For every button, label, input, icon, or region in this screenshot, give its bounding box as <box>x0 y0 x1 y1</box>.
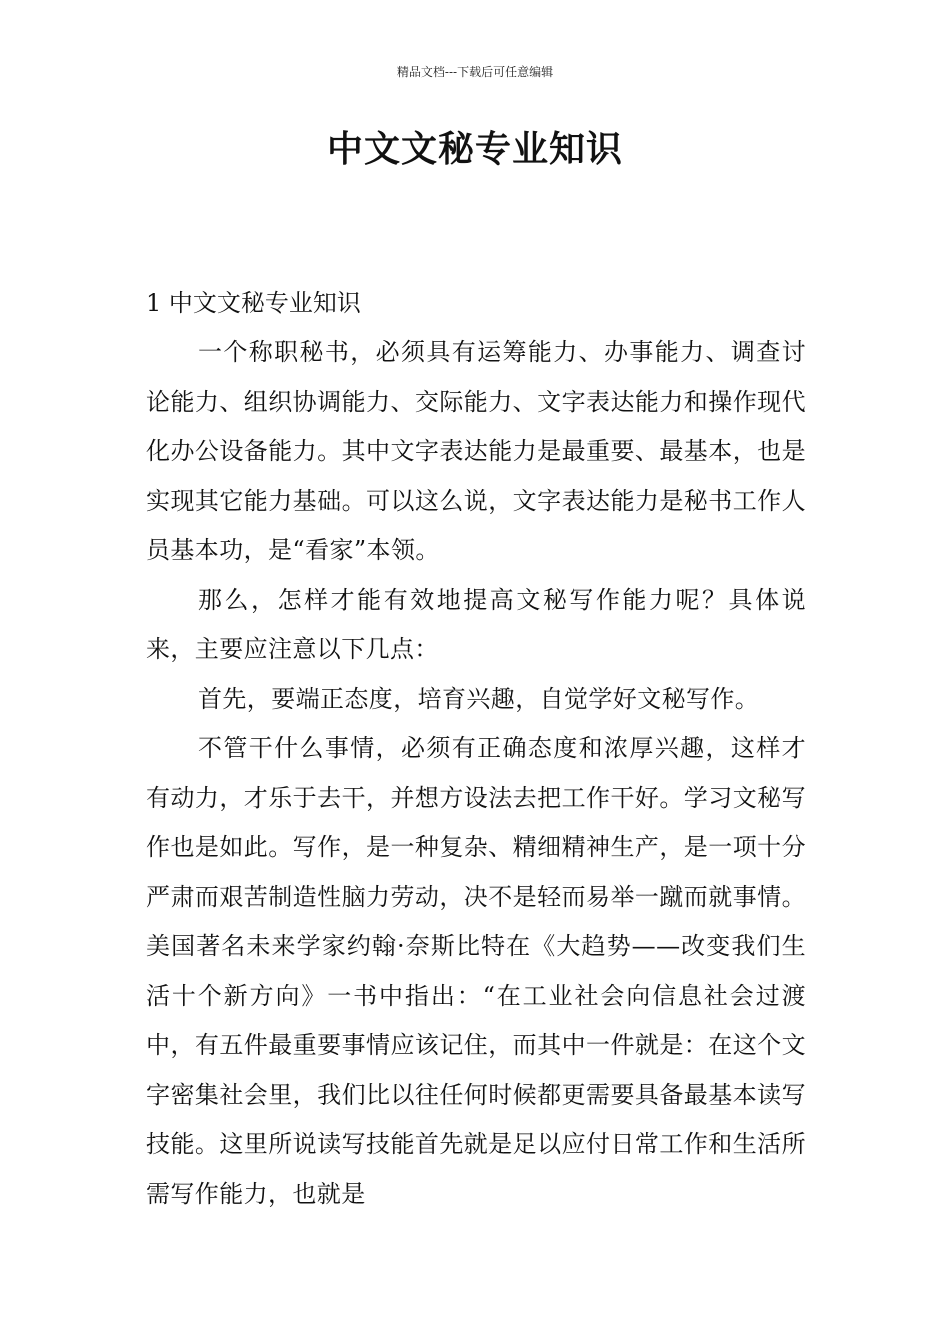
paragraph-4: 不管干什么事情，必须有正确态度和浓厚兴趣，这样才有动力，才乐于去干，并想方设法去把工作干好。学习文秘写作也是如此。写作，是一种复杂、精细精神生产，是一项十分严肃而艰苦制造性脑力劳动，决不是轻而易举一蹴而就事情。美国著名未来学家约翰·奈斯比特在《大趋势——改变我们生活十个新方向》一书中指出：“在工业社会向信息社会过渡中，有五件最重要事情应该记住，而其中一件就是：在这个文字密集社会里，我们比以往任何时候都更需要具备最基本读写技能。这里所说读写技能首先就是足以应付日常工作和生活所需写作能力，也就是 <box>146 734 806 1208</box>
page-header-note: 精品文档---下载后可任意编辑 <box>396 65 554 79</box>
document-title: 中文文秘专业知识 <box>326 129 623 170</box>
document-body <box>146 278 806 1219</box>
paragraph-2: 那么，怎样才能有效地提高文秘写作能力呢？具体说来，主要应注意以下几点： <box>146 585 806 663</box>
paragraph-3: 首先，要端正态度，培育兴趣，自觉学好文秘写作。 <box>198 684 760 713</box>
section-heading: 1 中文文秘专业知识 <box>146 289 361 317</box>
paragraph-1: 一个称职秘书，必须具有运筹能力、办事能力、调查讨论能力、组织协调能力、交际能力、文字表达能力和操作现代化办公设备能力。其中文字表达能力是最重要、最基本，也是实现其它能力基础。可以这么说，文字表达能力是秘书工作人员基本功，是“看家”本领。 <box>146 338 806 564</box>
